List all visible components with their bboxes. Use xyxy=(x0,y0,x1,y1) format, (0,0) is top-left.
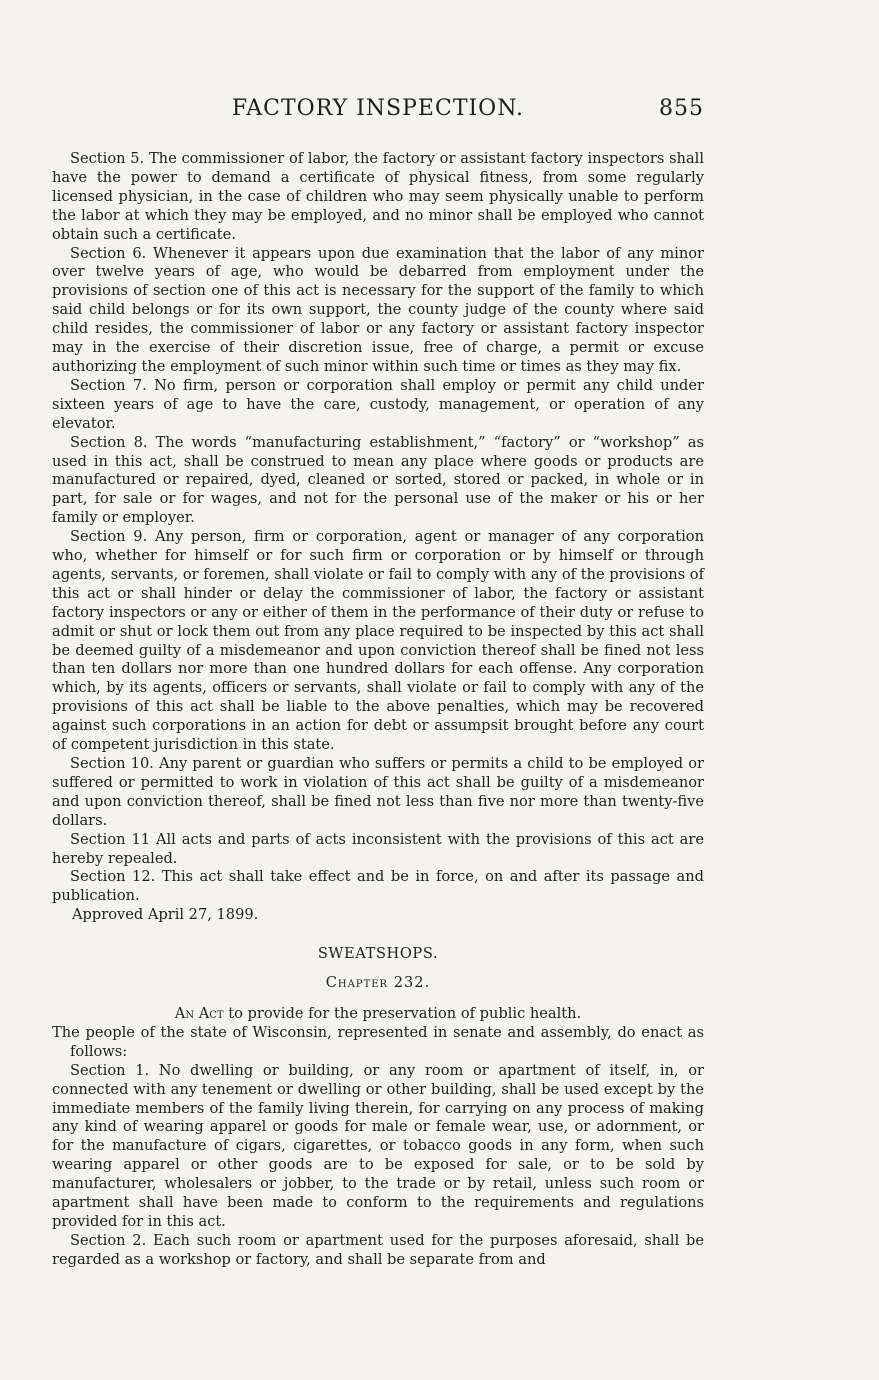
act-title-rest: to provide for the preservation of public health. xyxy=(223,1004,582,1022)
section-10-paragraph: Section 10. Any parent or guardian who suffers or permits a child to be employed or suffered or permitted to work in violation of this act shall be guilty of a misdemeanor and upon conviction thereof, shall be fined not less than five nor more than twenty-five dollars. xyxy=(52,755,704,829)
section-12-paragraph: Section 12. This act shall take effect and be in force, on and after its passage and publication. xyxy=(52,868,704,905)
sweatshops-heading: SWEATSHOPS. xyxy=(317,945,439,963)
running-title: FACTORY INSPECTION. xyxy=(231,96,525,121)
page-number: 855 xyxy=(659,96,704,121)
approval-date: Approved April 27, 1899. xyxy=(72,906,259,924)
sweatshops-section-1-paragraph: Section 1. No dwelling or building, or any room or apartment of itself, in, or connected with any tenement or dwelling or other building, shall be used except by the immediate members of the family living therein, for carrying on any process of making any kind of wearing apparel or goods for male or female wear, use, or adornment, or for the manufacture of cigars, cigarettes, or tobacco goods in any form, when such wearing apparel or other goods are to be exposed for sale, or to be sold by manufacturer, wholesalers or jobber, to the trade or by retail, unless such room or apartment shall have been made to conform to the requirements and regulations provided for in this act. xyxy=(52,1061,704,1230)
chapter-heading: Chapter 232. xyxy=(325,974,431,992)
section-5-paragraph: Section 5. The commissioner of labor, the factory or assistant factory inspectors shall have the power to demand a certificate of physical fitness, from some regularly licensed physician, in the case of children who may seem physically unable to perform the labor at which they may be employed, and no minor shall be employed who cannot obtain such a certificate. xyxy=(52,150,704,243)
section-9-paragraph: Section 9. Any person, firm or corporation, agent or manager of any corporation who, whether for himself or for such firm or corporation or by himself or through agents, servants, or foremen, shall violate or fail to comply with any of the provisions of this act or shall hinder or delay the commissioner of labor, the factory or assistant factory inspectors or any or either of them in the performance of their duty or refuse to admit or shut or lock them out from any place required to be inspected by this act shall be deemed guilty of a misdemeanor and upon conviction thereof shall be fined not less than ten dollars nor more than one hundred dollars for each offense. Any corporation which, by its agents, officers or servants, shall violate or fail to comply with any of the provisions of this act shall be liable to the above penalties, which may be recovered against such corporations in an action for debt or assumpsit brought before any court of competent jurisdiction in this state. xyxy=(52,528,704,754)
section-6-paragraph: Section 6. Whenever it appears upon due examination that the labor of any minor over twelve years of age, who would be debarred from employment under the provisions of section one of this act is necessary for the support of the family to which said child belongs or for its own support, the county judge of the county where said child resides, the commissioner of labor or any factory or assistant factory inspector may in the exercise of their discretion issue, free of charge, a permit or excuse authorizing the employment of such minor within such time or times as they may fix. xyxy=(52,244,704,375)
section-11-paragraph: Section 11 All acts and parts of acts inconsistent with the provisions of this act are hereby repealed. xyxy=(52,830,704,867)
act-title xyxy=(52,1005,704,1024)
body-text xyxy=(52,150,704,1270)
enacting-clause: The people of the state of Wisconsin, represented in senate and assembly, do enact as follows: xyxy=(52,1023,704,1060)
sweatshops-section-2-paragraph: Section 2. Each such room or apartment used for the purposes aforesaid, shall be regarded as a workshop or factory, and shall be separate from and xyxy=(52,1231,704,1268)
act-title-lead: An Act xyxy=(174,1004,224,1022)
section-8-paragraph: Section 8. The words “manufacturing establishment,” “factory” or “workshop” as used in this act, shall be construed to mean any place where goods or products are manufactured or repaired, dyed, cleaned or sorted, stored or packed, in whole or in part, for sale or for wages, and not for the personal use of the maker or his or her family or employer. xyxy=(52,433,704,527)
page-header xyxy=(52,96,704,132)
section-7-paragraph: Section 7. No firm, person or corporation shall employ or permit any child under sixteen years of age to have the care, custody, management, or operation of any elevator. xyxy=(52,376,704,432)
